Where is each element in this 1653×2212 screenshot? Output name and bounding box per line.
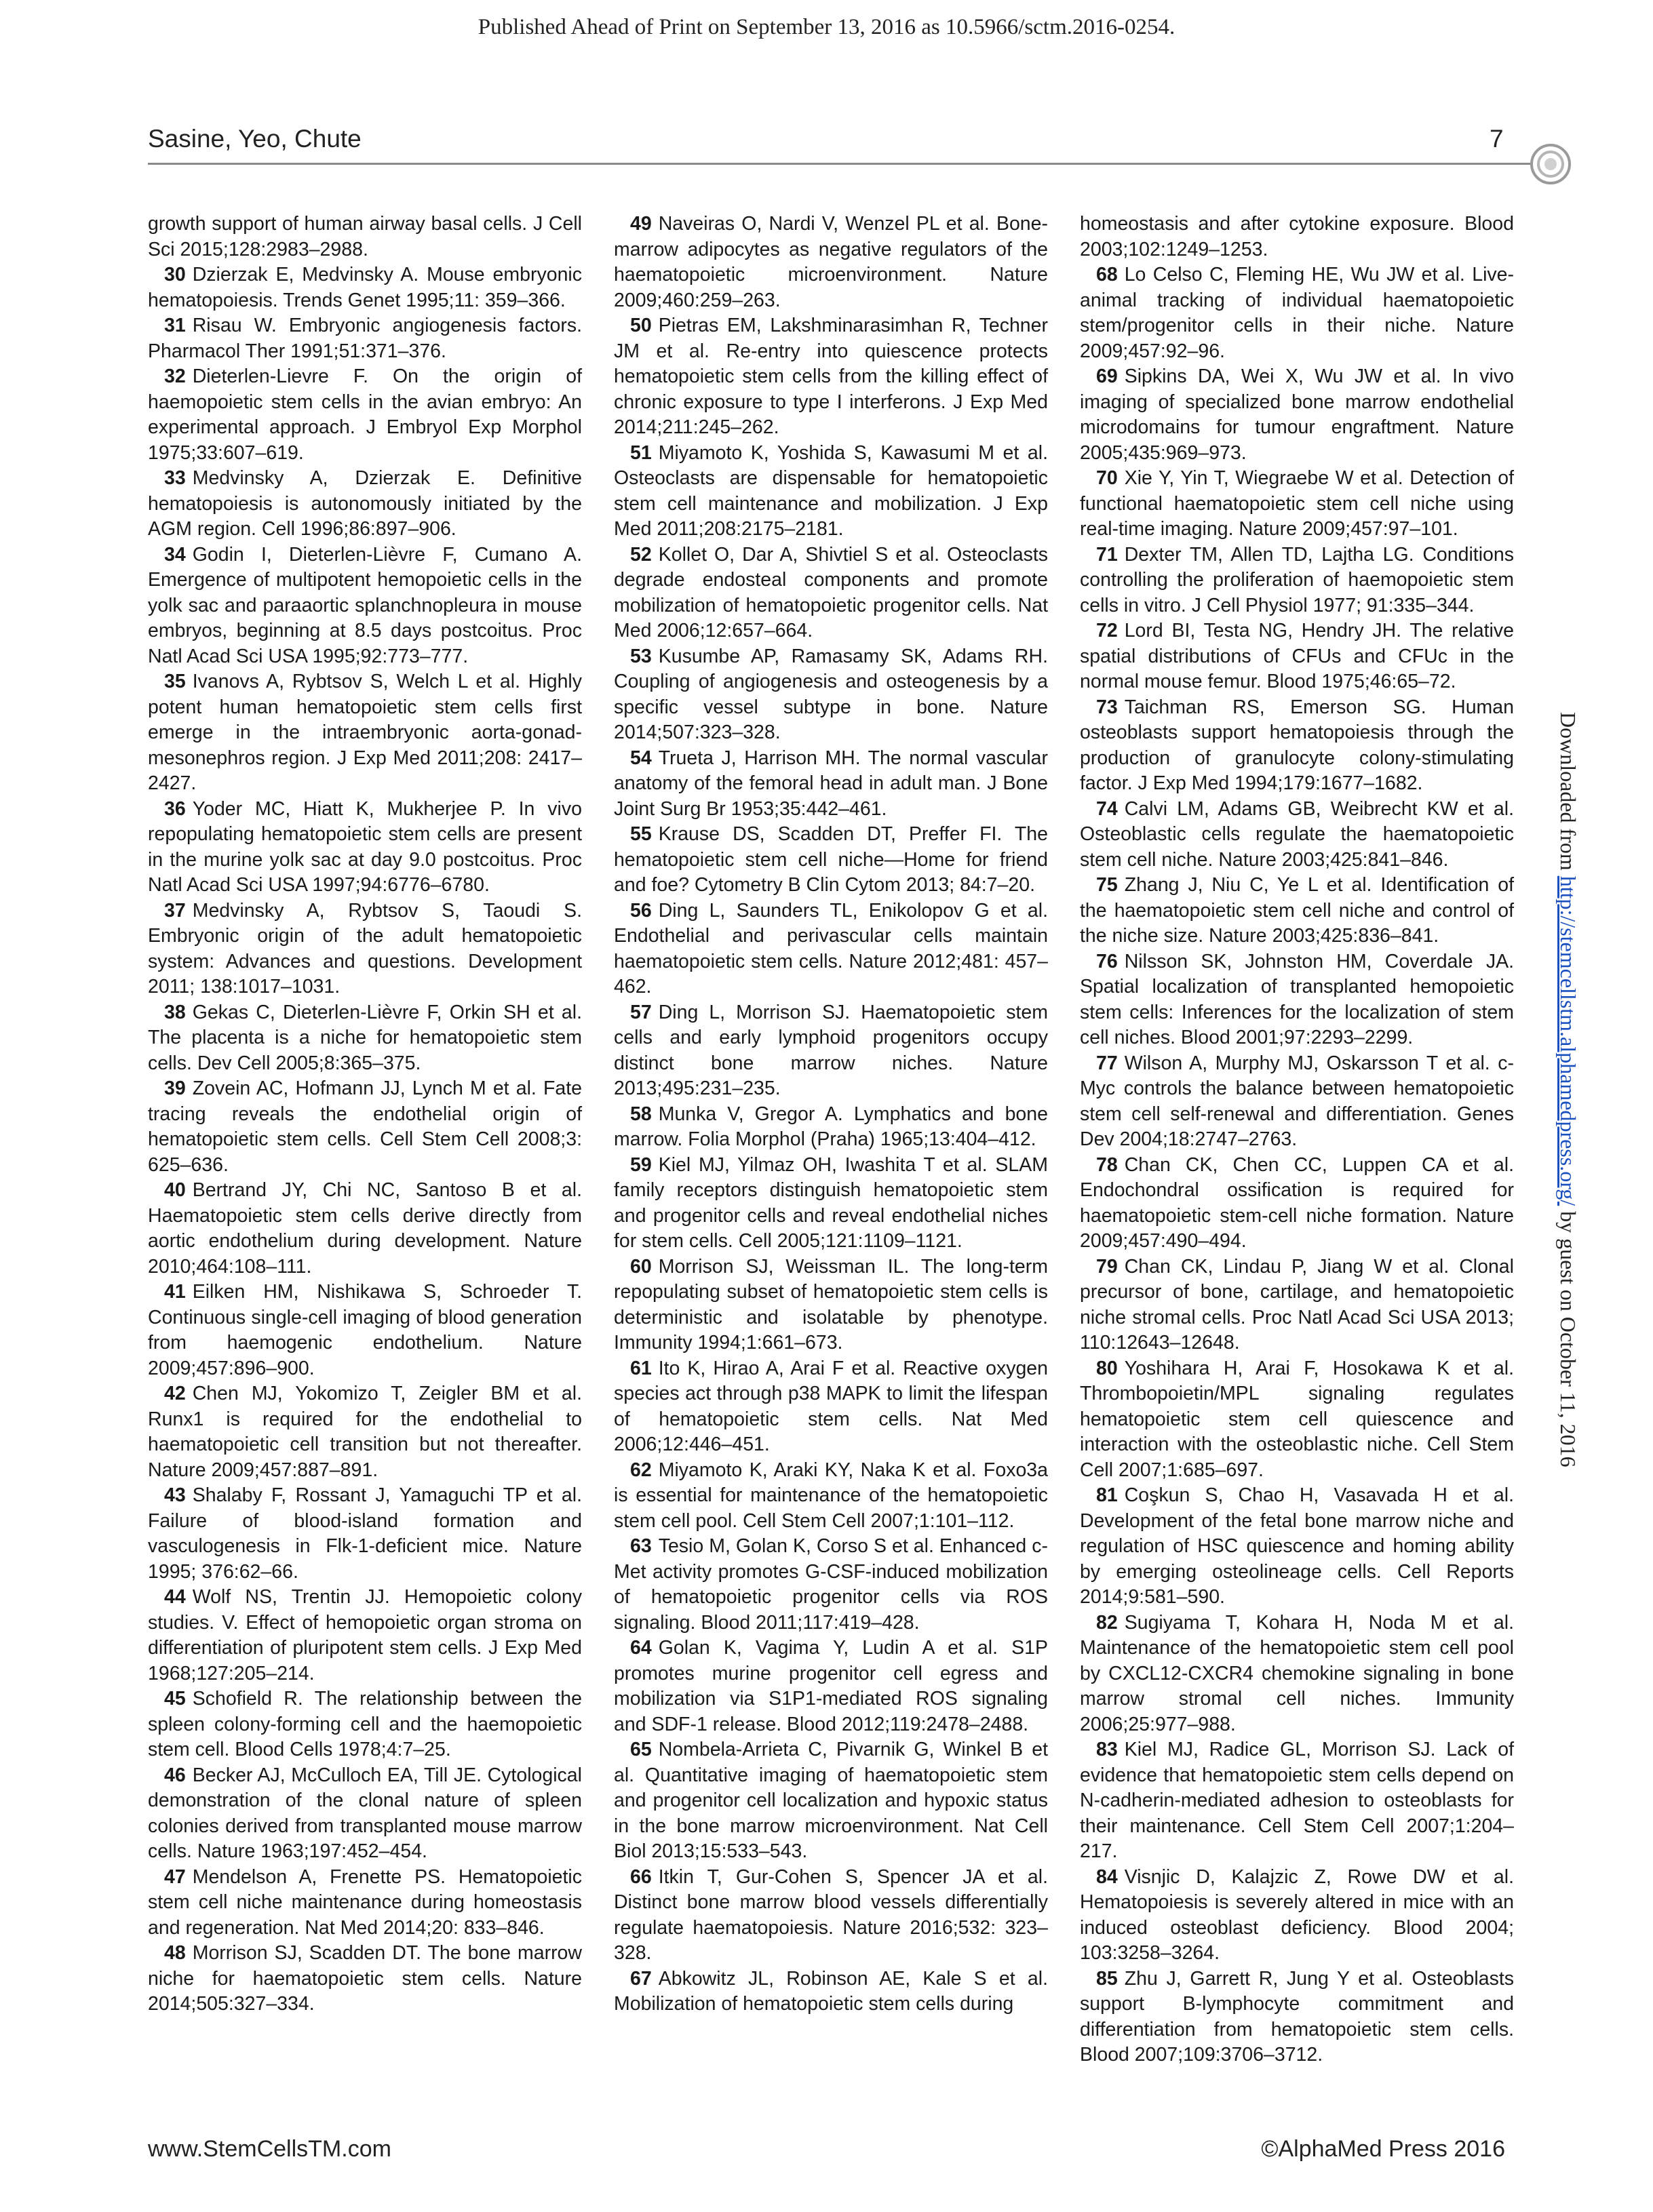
reference-number: 75 <box>1096 874 1118 896</box>
reference-number: 77 <box>1096 1052 1118 1074</box>
references-column-2 <box>614 212 1048 2017</box>
reference-item <box>148 898 582 1000</box>
footer-website[interactable]: www.StemCellsTM.com <box>148 2136 391 2162</box>
reference-text: Kiel MJ, Radice GL, Morrison SJ. Lack of evidence that hematopoietic stem cells depend on N-cadherin-mediated adhesion to osteoblasts for their maintenance. Cell Stem Cell 2007;1:204–217. <box>1080 1739 1514 1862</box>
reference-number: 34 <box>164 543 186 566</box>
reference-number: 58 <box>630 1103 652 1125</box>
reference-number: 46 <box>164 1764 186 1786</box>
reference-number: 40 <box>164 1179 186 1201</box>
reference-text: Zhu J, Garrett R, Jung Y et al. Osteoblasts support B-lymphocyte commitment and differentiation from hematopoietic stem cells. Blood 2007;109:3706–3712. <box>1080 1967 1514 2066</box>
reference-number: 69 <box>1096 366 1118 387</box>
reference-text: Kollet O, Dar A, Shivtiel S et al. Osteoclasts degrade endosteal components and promote mobilization of hematopoietic progenitor cells. Nat Med 2006;12:657–664. <box>614 543 1048 641</box>
reference-item <box>1080 1051 1514 1153</box>
reference-item <box>148 313 582 364</box>
reference-number: 73 <box>1096 696 1118 718</box>
download-notice-link[interactable]: http://stemcellstm.alphamedpress.org/ <box>1556 875 1580 1206</box>
reference-number: 36 <box>164 797 186 820</box>
reference-item <box>148 212 582 262</box>
reference-number: 42 <box>164 1383 186 1404</box>
reference-text: growth support of human airway basal cells. J Cell Sci 2015;128:2983–2988. <box>148 213 582 260</box>
reference-number: 61 <box>630 1357 652 1379</box>
references-column-1 <box>148 212 582 2017</box>
reference-item <box>614 1865 1048 1967</box>
reference-number: 76 <box>1096 950 1118 972</box>
reference-text: Chen MJ, Yokomizo T, Zeigler BM et al. Runx1 is required for the endothelial to haematopoietic cell transition but not thereafter. Nature 2009;457:887–891. <box>148 1383 582 1481</box>
reference-number: 38 <box>164 1001 186 1023</box>
reference-number: 39 <box>164 1078 186 1099</box>
reference-item <box>614 542 1048 644</box>
reference-item <box>1080 466 1514 542</box>
reference-item <box>148 1865 582 1941</box>
reference-number: 52 <box>630 543 652 566</box>
reference-item <box>148 1280 582 1381</box>
reference-number: 65 <box>630 1739 652 1760</box>
download-notice <box>1553 712 1583 1797</box>
reference-text: Wolf NS, Trentin JJ. Hemopoietic colony studies. V. Effect of hemopoietic organ stroma on differentiation of pluripotent stem cells. J Exp Med 1968;127:205–214. <box>148 1586 582 1684</box>
reference-item <box>148 669 582 797</box>
reference-text: Ding L, Morrison SJ. Haematopoietic stem cells and early lymphoid progenitors occupy distinct bone marrow niches. Nature 2013;495:231–235. <box>614 1001 1048 1099</box>
reference-number: 78 <box>1096 1153 1118 1176</box>
reference-item <box>148 1381 582 1483</box>
reference-number: 80 <box>1096 1357 1118 1379</box>
reference-item <box>148 364 582 466</box>
reference-text: Yoshihara H, Arai F, Hosokawa K et al. Thrombopoietin/MPL signaling regulates hematopoietic stem cell quiescence and interaction with the osteoblastic niche. Cell Stem Cell 2007;1:685–697. <box>1080 1357 1514 1481</box>
reference-number: 60 <box>630 1255 652 1278</box>
reference-number: 59 <box>630 1153 652 1176</box>
reference-number: 55 <box>630 823 652 845</box>
reference-number: 79 <box>1096 1255 1118 1278</box>
reference-text: Calvi LM, Adams GB, Weibrecht KW et al. Osteoblastic cells regulate the haematopoietic stem cell niche. Nature 2003;425:841–846. <box>1080 797 1514 871</box>
reference-text: Chan CK, Chen CC, Luppen CA et al. Endochondral ossification is required for haematopoietic stem-cell niche formation. Nature 2009;457:490–494. <box>1080 1153 1514 1252</box>
reference-number: 47 <box>164 1865 186 1888</box>
reference-item <box>1080 1255 1514 1356</box>
reference-item <box>148 1941 582 2017</box>
reference-number: 30 <box>164 264 186 285</box>
reference-number: 64 <box>630 1637 652 1659</box>
reference-item <box>1080 949 1514 1051</box>
reference-item <box>148 466 582 542</box>
download-notice-suffix: by guest on October 11, 2016 <box>1556 1206 1580 1467</box>
reference-number: 84 <box>1096 1865 1118 1888</box>
reference-number: 74 <box>1096 797 1118 820</box>
reference-text: Abkowitz JL, Robinson AE, Kale S et al. Mobilization of hematopoietic stem cells during <box>614 1967 1048 2015</box>
reference-item <box>614 1967 1048 2017</box>
running-header-authors: Sasine, Yeo, Chute <box>148 125 362 153</box>
reference-item <box>1080 212 1514 262</box>
reference-text: Naveiras O, Nardi V, Wenzel PL et al. Bone-marrow adipocytes as negative regulators of the haematopoietic microenvironment. Nature 2009;460:259–263. <box>614 213 1048 311</box>
reference-item <box>614 1737 1048 1865</box>
reference-item <box>1080 797 1514 873</box>
published-ahead-line: Published Ahead of Print on September 13, 2016 as 10.5966/sctm.2016-0254. <box>478 15 1175 39</box>
reference-item <box>1080 1865 1514 1967</box>
reference-item <box>614 313 1048 441</box>
reference-text: Dieterlen-Lievre F. On the origin of haemopoietic stem cells in the avian embryo: An experimental approach. J Embryol Exp Morphol 1975;33:607–619. <box>148 366 582 464</box>
reference-text: Gekas C, Dieterlen-Lièvre F, Orkin SH et al. The placenta is a niche for hematopoietic stem cells. Dev Cell 2005;8:365–375. <box>148 1001 582 1074</box>
reference-text: Godin I, Dieterlen-Lièvre F, Cumano A. Emergence of multipotent hemopoietic cells in the yolk sac and paraaortic splanchnopleura in mouse embryos, beginning at 8.5 days postcoitus. Proc Natl Acad Sci USA 1995;92:773–777. <box>148 543 582 667</box>
reference-item <box>148 1585 582 1686</box>
reference-item <box>148 1483 582 1585</box>
reference-text: Morrison SJ, Weissman IL. The long-term repopulating subset of hematopoietic stem cells is deterministic and isolatable by phenotype. Immunity 1994;1:661–673. <box>614 1255 1048 1354</box>
download-notice-prefix: Downloaded from <box>1556 712 1580 876</box>
reference-text: Eilken HM, Nishikawa S, Schroeder T. Continuous single-cell imaging of blood generation from haemogenic endothelium. Nature 2009;457:896–900. <box>148 1281 582 1379</box>
reference-text: Miyamoto K, Araki KY, Naka K et al. Foxo3a is essential for maintenance of the hematopoietic stem cell pool. Cell Stem Cell 2007;1:101–112. <box>614 1459 1048 1532</box>
reference-text: Schofield R. The relationship between the spleen colony-forming cell and the haemopoietic stem cell. Blood Cells 1978;4:7–25. <box>148 1688 582 1760</box>
reference-number: 82 <box>1096 1611 1118 1634</box>
reference-text: Dzierzak E, Medvinsky A. Mouse embryonic hematopoiesis. Trends Genet 1995;11: 359–366. <box>148 264 582 311</box>
reference-item <box>614 898 1048 1000</box>
reference-text: Ivanovs A, Rybtsov S, Welch L et al. Highly potent human hematopoietic stem cells first emerge in the intraembryonic aorta-gonad-mesonephros region. J Exp Med 2011;208: 2417–2427. <box>148 671 582 794</box>
reference-item <box>1080 1967 1514 2068</box>
reference-text: Becker AJ, McCulloch EA, Till JE. Cytological demonstration of the clonal nature of spleen colonies derived from transplanted mouse marrow cells. Nature 1963;197:452–454. <box>148 1764 582 1862</box>
reference-item <box>614 441 1048 542</box>
reference-text: Lo Celso C, Fleming HE, Wu JW et al. Live-animal tracking of individual haematopoietic stem/progenitor cells in their niche. Nature 2009;457:92–96. <box>1080 264 1514 362</box>
reference-number: 63 <box>630 1535 652 1557</box>
reference-number: 41 <box>164 1281 186 1303</box>
reference-text: Bertrand JY, Chi NC, Santoso B et al. Haematopoietic stem cells derive directly from aortic endothelium during development. Nature 2010;464:108–111. <box>148 1179 582 1278</box>
reference-number: 83 <box>1096 1739 1118 1760</box>
reference-number: 37 <box>164 899 186 922</box>
reference-text: Miyamoto K, Yoshida S, Kawasumi M et al. Osteoclasts are dispensable for hematopoietic stem cell maintenance and mobilization. J Exp Med 2011;208:2175–2181. <box>614 441 1048 540</box>
reference-text: Chan CK, Lindau P, Jiang W et al. Clonal precursor of bone, cartilage, and hematopoietic niche stromal cells. Proc Natl Acad Sci USA 2013; 110:12643–12648. <box>1080 1255 1514 1354</box>
reference-text: Morrison SJ, Scadden DT. The bone marrow niche for haematopoietic stem cells. Nature 2014;505:327–334. <box>148 1942 582 2015</box>
reference-item <box>148 262 582 313</box>
reference-item <box>614 1102 1048 1153</box>
reference-text: Trueta J, Harrison MH. The normal vascular anatomy of the femoral head in adult man. J Bone Joint Surg Br 1953;35:442–461. <box>614 747 1048 820</box>
reference-text: Pietras EM, Lakshminarasimhan R, Techner JM et al. Re-entry into quiescence protects hematopoietic stem cells from the killing effect of chronic exposure to type I interferons. J Exp Med 2014;211:245–262. <box>614 315 1048 438</box>
reference-item <box>614 1000 1048 1102</box>
reference-item <box>148 1000 582 1077</box>
reference-text: homeostasis and after cytokine exposure. Blood 2003;102:1249–1253. <box>1080 213 1514 260</box>
reference-text: Golan K, Vagima Y, Ludin A et al. S1P promotes murine progenitor cell egress and mobilization via S1P1-mediated ROS signaling and SDF-1 release. Blood 2012;119:2478–2488. <box>614 1637 1048 1735</box>
reference-number: 51 <box>630 441 652 464</box>
reference-item <box>1080 873 1514 949</box>
reference-text: Ding L, Saunders TL, Enikolopov G et al. Endothelial and perivascular cells maintain haematopoietic stem cells. Nature 2012;481: 457–462. <box>614 899 1048 998</box>
reference-text: Medvinsky A, Rybtsov S, Taoudi S. Embryonic origin of the adult hematopoietic system: Advances and questions. Development 2011; 138:1017–1031. <box>148 899 582 998</box>
reference-number: 53 <box>630 645 652 667</box>
reference-number: 68 <box>1096 264 1118 285</box>
reference-text: Nilsson SK, Johnston HM, Coverdale JA. Spatial localization of transplanted hemopoietic stem cells: Inferences for the localization of stem cell niches. Blood 2001;97:2293–2299. <box>1080 950 1514 1048</box>
reference-number: 49 <box>630 213 652 235</box>
reference-item <box>1080 542 1514 619</box>
reference-text: Kiel MJ, Yilmaz OH, Iwashita T et al. SLAM family receptors distinguish hematopoietic stem and progenitor cells and reveal endothelial niches for stem cells. Cell 2005;121:1109–1121. <box>614 1153 1048 1252</box>
reference-number: 85 <box>1096 1967 1118 1990</box>
reference-item <box>148 1178 582 1280</box>
reference-item <box>614 1356 1048 1458</box>
reference-text: Nombela-Arrieta C, Pivarnik G, Winkel B et al. Quantitative imaging of haematopoietic stem and progenitor cell localization and hypoxic status in the bone marrow microenvironment. Nat Cell Biol 2013;15:533–543. <box>614 1739 1048 1862</box>
reference-number: 81 <box>1096 1484 1118 1506</box>
reference-text: Mendelson A, Frenette PS. Hematopoietic stem cell niche maintenance during homeostasis and regeneration. Nat Med 2014;20: 833–846. <box>148 1865 582 1939</box>
reference-item <box>614 212 1048 313</box>
reference-item <box>1080 364 1514 466</box>
reference-number: 56 <box>630 899 652 922</box>
reference-item <box>614 822 1048 898</box>
reference-number: 67 <box>630 1967 652 1990</box>
reference-number: 48 <box>164 1942 186 1964</box>
reference-number: 45 <box>164 1688 186 1710</box>
reference-item <box>614 1636 1048 1737</box>
reference-item <box>1080 262 1514 364</box>
reference-text: Visnjic D, Kalajzic Z, Rowe DW et al. Hematopoiesis is severely altered in mice with an induced osteoblast deficiency. Blood 2004; 103:3258–3264. <box>1080 1865 1514 1964</box>
reference-number: 62 <box>630 1459 652 1481</box>
reference-number: 44 <box>164 1586 186 1608</box>
reference-item <box>148 797 582 898</box>
reference-text: Kusumbe AP, Ramasamy SK, Adams RH. Coupling of angiogenesis and osteogenesis by a specific vessel subtype in bone. Nature 2014;507:323–328. <box>614 645 1048 743</box>
reference-text: Zhang J, Niu C, Ye L et al. Identification of the haematopoietic stem cell niche and control of the niche size. Nature 2003;425:836–841. <box>1080 874 1514 947</box>
reference-text: Coşkun S, Chao H, Vasavada H et al. Development of the fetal bone marrow niche and regulation of HSC quiescence and homing ability by emerging osteolineage cells. Cell Reports 2014;9:581–590. <box>1080 1484 1514 1608</box>
reference-number: 70 <box>1096 467 1118 489</box>
journal-emblem-icon <box>1529 142 1572 186</box>
reference-text: Lord BI, Testa NG, Hendry JH. The relative spatial distributions of CFUs and CFUc in the normal mouse femur. Blood 1975;46:65–72. <box>1080 620 1514 692</box>
reference-number: 43 <box>164 1484 186 1506</box>
reference-item <box>614 1255 1048 1356</box>
reference-text: Xie Y, Yin T, Wiegraebe W et al. Detection of functional haematopoietic stem cell niche using real-time imaging. Nature 2009;457:97–101. <box>1080 467 1514 540</box>
reference-text: Risau W. Embryonic angiogenesis factors. Pharmacol Ther 1991;51:371–376. <box>148 315 582 362</box>
reference-text: Shalaby F, Rossant J, Yamaguchi TP et al. Failure of blood-island formation and vasculogenesis in Flk-1-deficient mice. Nature 1995; 376:62–66. <box>148 1484 582 1583</box>
reference-item <box>148 1076 582 1178</box>
reference-text: Munka V, Gregor A. Lymphatics and bone marrow. Folia Morphol (Praha) 1965;13:404–412. <box>614 1103 1048 1150</box>
reference-number: 50 <box>630 315 652 336</box>
references-column-3 <box>1080 212 1514 2068</box>
reference-item <box>1080 1483 1514 1611</box>
reference-number: 31 <box>164 315 186 336</box>
reference-number: 66 <box>630 1865 652 1888</box>
reference-text: Krause DS, Scadden DT, Preffer FI. The hematopoietic stem cell niche—Home for friend and foe? Cytometry B Clin Cytom 2013; 84:7–20. <box>614 823 1048 896</box>
reference-item <box>1080 1611 1514 1738</box>
reference-text: Yoder MC, Hiatt K, Mukherjee P. In vivo repopulating hematopoietic stem cells are present in the murine yolk sac at day 9.0 postcoitus. Proc Natl Acad Sci USA 1997;94:6776–6780. <box>148 797 582 896</box>
reference-item <box>148 542 582 670</box>
reference-item <box>614 1458 1048 1535</box>
reference-number: 35 <box>164 671 186 692</box>
reference-number: 72 <box>1096 620 1118 641</box>
reference-number: 32 <box>164 366 186 387</box>
reference-item <box>1080 695 1514 797</box>
reference-text: Wilson A, Murphy MJ, Oskarsson T et al. c-Myc controls the balance between hematopoietic stem cell self-renewal and differentiation. Genes Dev 2004;18:2747–2763. <box>1080 1052 1514 1150</box>
reference-text: Itkin T, Gur-Cohen S, Spencer JA et al. Distinct bone marrow blood vessels differentially regulate haematopoiesis. Nature 2016;532: 323–328. <box>614 1865 1048 1964</box>
reference-text: Ito K, Hirao A, Arai F et al. Reactive oxygen species act through p38 MAPK to limit the lifespan of hematopoietic stem cells. Nat Med 2006;12:446–451. <box>614 1357 1048 1455</box>
reference-number: 33 <box>164 467 186 489</box>
reference-item <box>614 1534 1048 1636</box>
page-number: 7 <box>1490 125 1504 153</box>
reference-item <box>1080 1737 1514 1865</box>
reference-item <box>614 746 1048 823</box>
reference-item <box>1080 1153 1514 1255</box>
reference-text: Sipkins DA, Wei X, Wu JW et al. In vivo imaging of specialized bone marrow endothelial microdomains for tumour engraftment. Nature 2005;435:969–973. <box>1080 366 1514 464</box>
reference-item <box>614 644 1048 746</box>
reference-item <box>148 1763 582 1865</box>
reference-number: 71 <box>1096 543 1118 566</box>
footer-copyright: ©AlphaMed Press 2016 <box>1261 2136 1505 2162</box>
reference-item <box>148 1686 582 1763</box>
reference-number: 57 <box>630 1001 652 1023</box>
reference-number: 54 <box>630 747 652 769</box>
reference-text: Tesio M, Golan K, Corso S et al. Enhanced c-Met activity promotes G-CSF-induced mobilization of hematopoietic progenitor cells via ROS signaling. Blood 2011;117:419–428. <box>614 1535 1048 1634</box>
reference-text: Medvinsky A, Dzierzak E. Definitive hematopoiesis is autonomously initiated by the AGM region. Cell 1996;86:897–906. <box>148 467 582 540</box>
header-rule <box>148 163 1547 165</box>
reference-item <box>1080 1356 1514 1484</box>
reference-item <box>1080 618 1514 695</box>
reference-text: Zovein AC, Hofmann JJ, Lynch M et al. Fate tracing reveals the endothelial origin of hematopoietic stem cells. Cell Stem Cell 2008;3: 625–636. <box>148 1078 582 1176</box>
reference-text: Taichman RS, Emerson SG. Human osteoblasts support hematopoiesis through the production of granulocyte colony-stimulating factor. J Exp Med 1994;179:1677–1682. <box>1080 696 1514 794</box>
reference-item <box>614 1153 1048 1255</box>
reference-text: Dexter TM, Allen TD, Lajtha LG. Conditions controlling the proliferation of haemopoietic stem cells in vitro. J Cell Physiol 1977; 91:335–344. <box>1080 543 1514 616</box>
reference-text: Sugiyama T, Kohara H, Noda M et al. Maintenance of the hematopoietic stem cell pool by CXCL12-CXCR4 chemokine signaling in bone marrow stromal cell niches. Immunity 2006;25:977–988. <box>1080 1611 1514 1735</box>
